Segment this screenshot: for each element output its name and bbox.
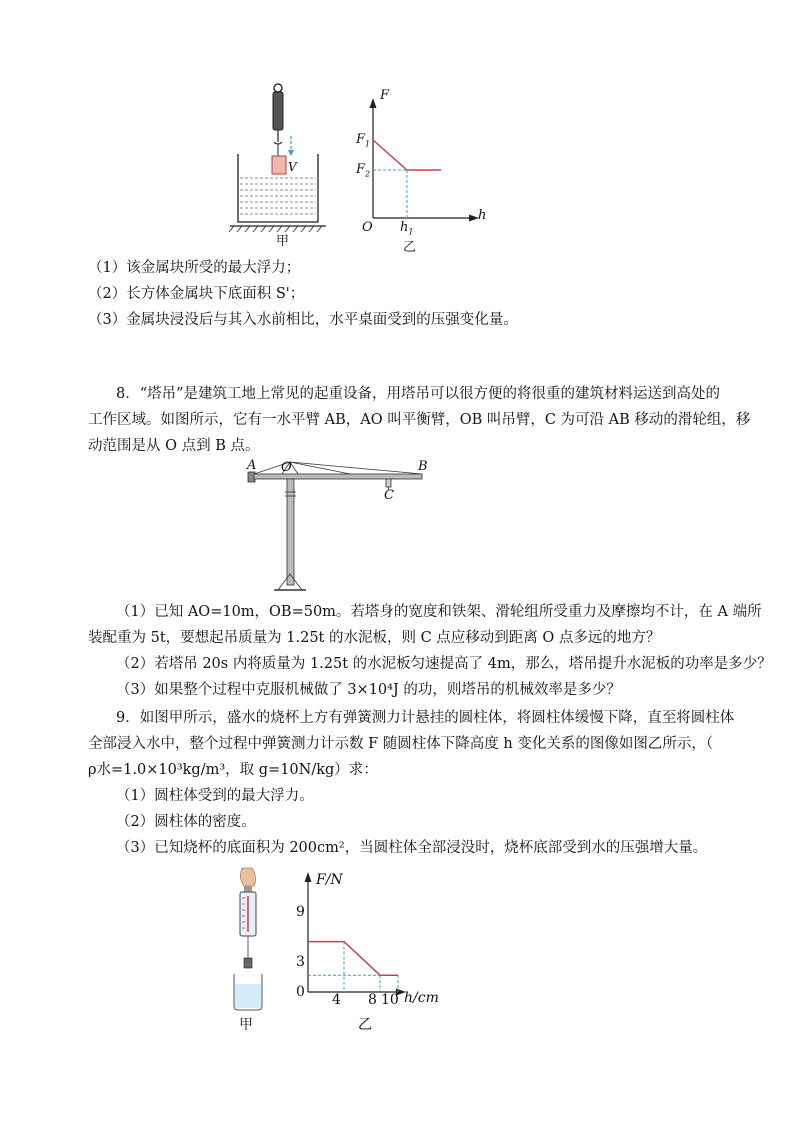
label-v: V <box>288 160 297 174</box>
graph1-y-axis-label: F <box>380 88 390 103</box>
chart2-y-tick-9: 9 <box>296 904 305 920</box>
figure-jia-beaker <box>228 80 340 250</box>
q8-intro-line-2: 工作区域。如图所示，它有一水平臂 AB，AO 叫平衡臂，OB 叫吊臂，C 为可沿 AB 移动的滑轮组，移 <box>88 412 751 428</box>
q8-sub1-line-2: 装配重为 5t，要想起吊质量为 1.25t 的水泥板，则 C 点应移动到距离 O 点多远的地方？ <box>88 630 661 646</box>
crane-label-c: C <box>384 488 394 503</box>
q8-sub1-line-1: （1）已知 AO=10m，OB=50m。若塔身的宽度和铁架、滑轮组所受重力及摩擦均不计，在 A 端所 <box>116 604 762 620</box>
q8-intro-line-3: 动范围是从 O 点到 B 点。 <box>88 438 260 454</box>
q8-sub3: （3）如果整个过程中克服机械做了 3×10⁴J 的功，则塔吊的机械效率是多少？ <box>116 682 621 698</box>
q8-sub2: （2）若塔吊 20s 内将质量为 1.25t 的水泥板匀速提高了 4m，那么，塔吊提升水泥板的功率是多少？ <box>116 656 772 672</box>
caption-jia: 甲 <box>276 234 290 249</box>
q9-intro-line-3: ρ水=1.0×10³kg/m³，取 g=10N/kg）求： <box>88 762 378 778</box>
graph1-f2-label: $F_2$ <box>356 162 371 179</box>
q9-sub2: （2）圆柱体的密度。 <box>116 814 256 830</box>
crane-label-o: O <box>281 460 292 475</box>
crane-label-b: B <box>418 459 428 474</box>
graph1-f1-label: $F_1$ <box>356 132 371 149</box>
chart2-origin: 0 <box>296 984 305 1000</box>
chart2-x-tick-4: 4 <box>332 992 341 1008</box>
graph1-h1-label: $h_1$ <box>400 220 414 237</box>
graph1-x-axis-label: h <box>478 208 487 223</box>
chart2-x-axis-label: h/cm <box>404 990 439 1006</box>
caption-yi: 乙 <box>403 240 417 255</box>
q8-intro-line-1: 8．“塔吊”是建筑工地上常见的起重设备，用塔吊可以很方便的将很重的建筑材料运送到高处的 <box>116 386 721 402</box>
q7-item-3: （3）金属块浸没后与其入水前相比，水平桌面受到的压强变化量。 <box>88 312 518 328</box>
figure-tower-crane <box>240 456 430 596</box>
crane-label-a: A <box>247 458 257 473</box>
chart2-y-arrow <box>305 872 312 882</box>
q7-item-2: （2）长方体金属块下底面积 S'； <box>88 286 305 302</box>
chart2-x-tick-10: 10 <box>381 992 399 1008</box>
q9-intro-line-2: 全部浸入水中，整个过程中弹簧测力计示数 F 随圆柱体下降高度 h 变化关系的图像如图乙所示，（ <box>88 736 714 752</box>
q9-intro-line-1: 9．如图甲所示，盛水的烧杯上方有弹簧测力计悬挂的圆柱体，将圆柱体缓慢下降，直至将圆柱体 <box>116 710 735 726</box>
graph1-origin-label: O <box>362 220 373 235</box>
q9-sub3: （3）已知烧杯的底面积为 200cm²，当圆柱体全部浸没时，烧杯底部受到水的压强增大量。 <box>116 840 708 856</box>
chart2-y-axis-label: F/N <box>316 872 343 888</box>
q7-item-1: （1）该金属块所受的最大浮力； <box>88 260 301 276</box>
figure-yi-fh-graph <box>355 90 495 230</box>
q9-sub1: （1）圆柱体受到的最大浮力。 <box>116 788 314 804</box>
chart2-y-tick-3: 3 <box>296 954 305 970</box>
caption-jia-2: 甲 <box>239 1017 253 1033</box>
figure-jia-hand-scale <box>228 866 268 1012</box>
chart-f-vs-h <box>290 868 440 1002</box>
caption-yi-2: 乙 <box>358 1017 372 1033</box>
chart2-series-line <box>308 942 398 976</box>
chart2-x-tick-8: 8 <box>368 992 377 1008</box>
